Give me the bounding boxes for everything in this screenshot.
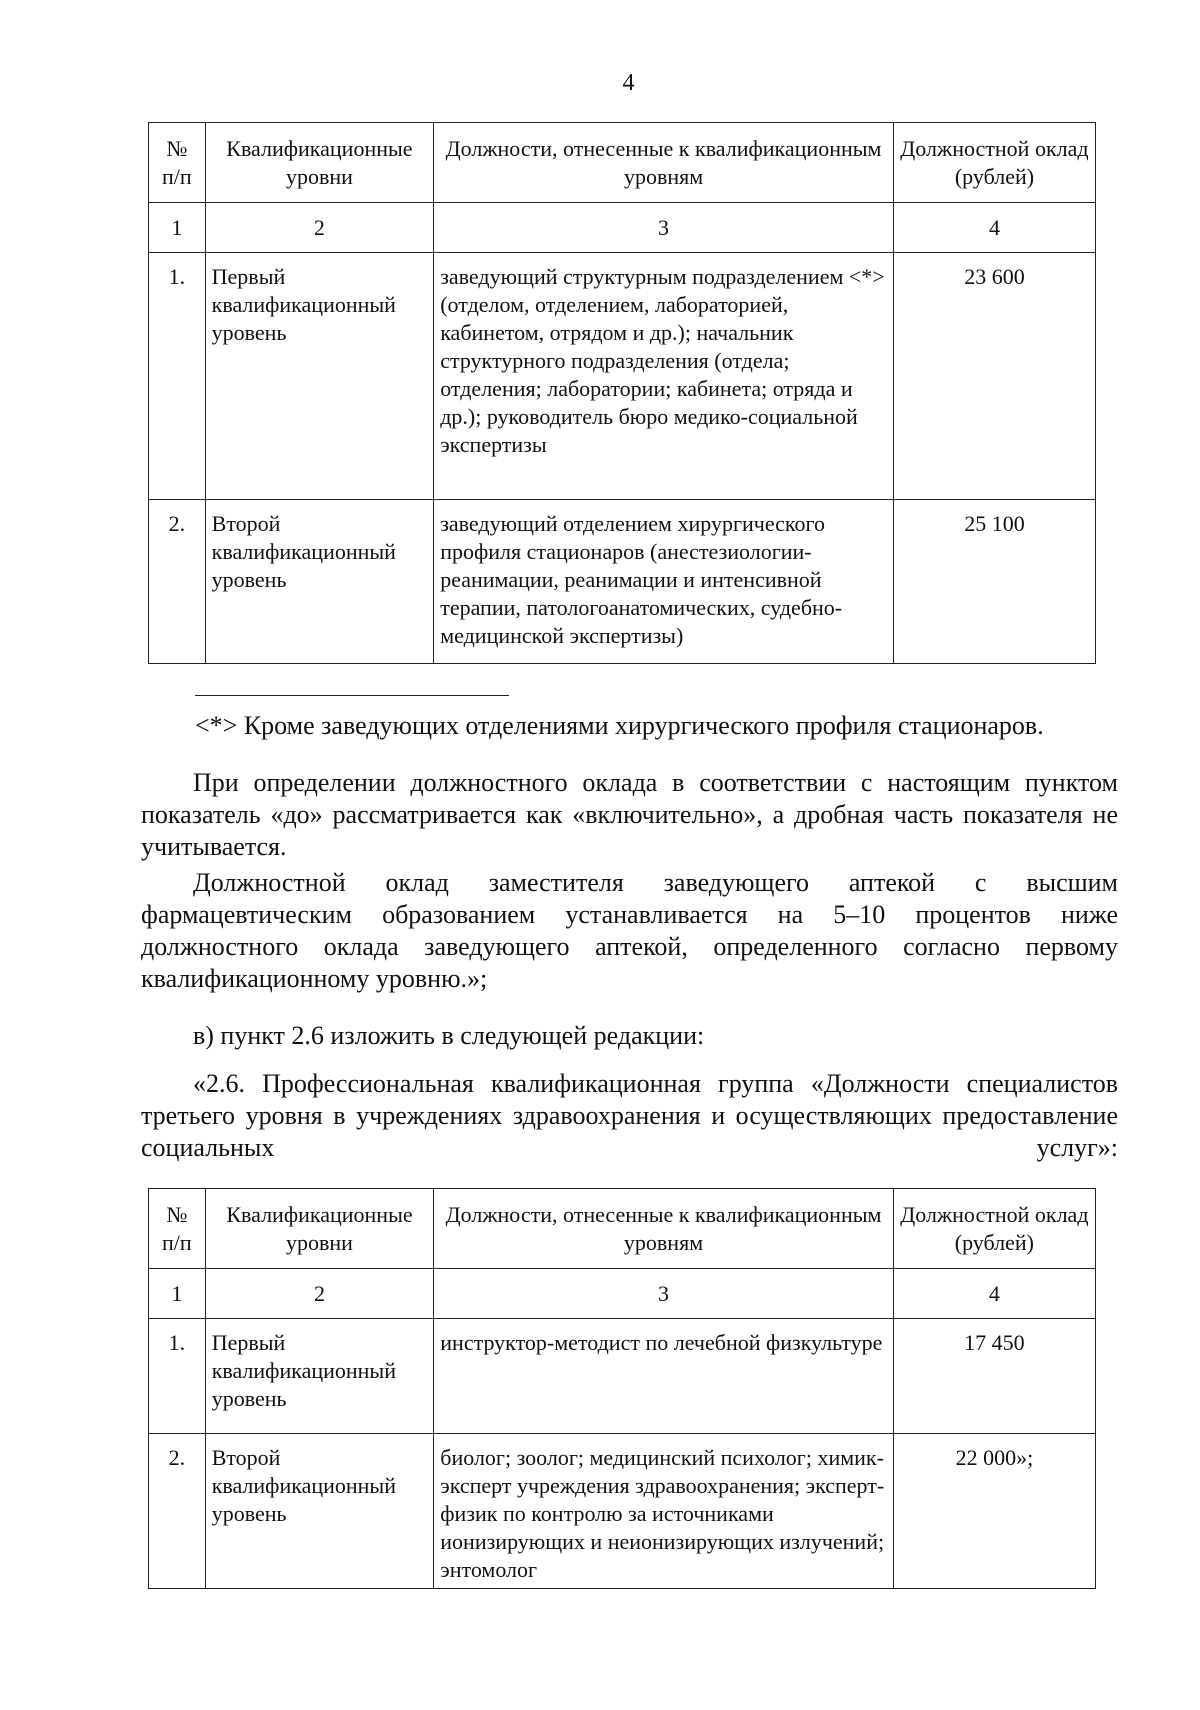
- column-number: 4: [893, 203, 1095, 253]
- table-header-row: [149, 1189, 1096, 1269]
- row-salary: 22 000»;: [893, 1434, 1095, 1589]
- row-salary: 25 100: [893, 500, 1095, 664]
- column-number-row: [149, 1269, 1096, 1319]
- paragraph-rounding-rule: При определении должностного оклада в соответствии с настоящим пунктом показатель «до» рассматривается как «включительно», а дробная часть показателя не учитывается.: [141, 768, 1118, 861]
- table-row: [149, 500, 1096, 664]
- header-cell-salary: Должностной оклад (рублей): [893, 1189, 1095, 1269]
- row-level: Второй квалификационный уровень: [205, 500, 434, 664]
- row-number: 2.: [149, 1434, 206, 1589]
- column-number: 1: [149, 1269, 206, 1319]
- header-cell-number: № п/п: [149, 1189, 206, 1269]
- row-level: Второй квалификационный уровень: [205, 1434, 434, 1589]
- table-row: [149, 1319, 1096, 1434]
- column-number: 1: [149, 203, 206, 253]
- salary-table-second: [148, 1188, 1096, 1589]
- row-salary: 17 450: [893, 1319, 1095, 1434]
- row-number: 2.: [149, 500, 206, 664]
- row-level: Первый квалификационный уровень: [205, 1319, 434, 1434]
- column-number-row: [149, 203, 1096, 253]
- header-cell-positions: Должности, отнесенные к квалификационным уровням: [434, 1189, 894, 1269]
- header-cell-level: Квалификационные уровни: [205, 123, 434, 203]
- row-level: Первый квалификационный уровень: [205, 253, 434, 500]
- table-row: [149, 1434, 1096, 1589]
- footnote-divider: [195, 695, 509, 696]
- row-positions: биолог; зоолог; медицинский психолог; химик-эксперт учреждения здравоохранения; эксперт-физик по контролю за источниками ионизирующих и неионизирующих излучений; энтомолог: [434, 1434, 894, 1589]
- paragraph-deputy-salary: Должностной оклад заместителя заведующего аптекой с высшим фармацевтическим образованием устанавливается на 5–10 процентов ниже должностного оклада заведующего аптекой, определенного согласно первому квалификационному уровню.»;: [141, 868, 1118, 993]
- row-number: 1.: [149, 253, 206, 500]
- header-cell-positions: Должности, отнесенные к квалификационным уровням: [434, 123, 894, 203]
- header-cell-level: Квалификационные уровни: [205, 1189, 434, 1269]
- footnote: <*> Кроме заведующих отделениями хирургического профиля стационаров.: [195, 711, 1044, 740]
- column-number: 3: [434, 1269, 894, 1319]
- page-number: 4: [622, 70, 635, 96]
- row-positions: инструктор-методист по лечебной физкультуре: [434, 1319, 894, 1434]
- row-positions: заведующий отделением хирургического профиля стационаров (анестезиологии-реанимации, реанимации и интенсивной терапии, патологоанатомических, судебно-медицинской экспертизы): [434, 500, 894, 664]
- header-cell-number: № п/п: [149, 123, 206, 203]
- header-cell-salary: Должностной оклад (рублей): [893, 123, 1095, 203]
- paragraph-amendment-intro: в) пункт 2.6 изложить в следующей редакции:: [193, 1021, 705, 1050]
- table-row: [149, 253, 1096, 500]
- table-header-row: [149, 123, 1096, 203]
- row-salary: 23 600: [893, 253, 1095, 500]
- column-number: 2: [205, 203, 434, 253]
- column-number: 3: [434, 203, 894, 253]
- salary-table-first: [148, 122, 1096, 664]
- row-positions: заведующий структурным подразделением <*> (отделом, отделением, лабораторией, кабинетом, отрядом и др.); начальник структурного подразделения (отдела; отделения; лаборатории; кабинета; отряда и др.); руководитель бюро медико-социальной экспертизы: [434, 253, 894, 500]
- column-number: 4: [893, 1269, 1095, 1319]
- row-number: 1.: [149, 1319, 206, 1434]
- column-number: 2: [205, 1269, 434, 1319]
- paragraph-group-title: «2.6. Профессиональная квалификационная группа «Должности специалистов третьего уровня в учреждениях здравоохранения и осуществляющих предоставление социальных услуг»:: [141, 1069, 1118, 1162]
